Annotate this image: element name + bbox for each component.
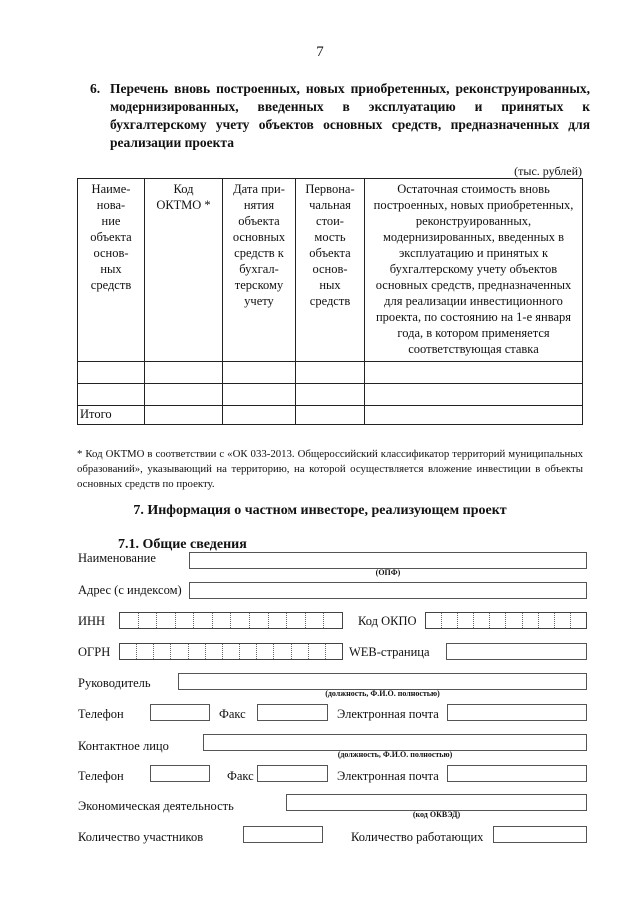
name-label: Наименование	[78, 551, 156, 565]
fax-label: Факс	[219, 707, 246, 721]
col-header-date: Дата при- нятия объекта основных средств к бухгал- терскому учету	[223, 179, 296, 362]
section-6-title: Перечень вновь построенных, новых приобретенных, реконструированных, модернизированных, введенных в эксплуатацию и принятых к бухгалтерскому учету объектов основных средств, предназначенных для реализации проекта	[110, 81, 590, 150]
web-input[interactable]	[446, 643, 587, 660]
inn-input[interactable]	[119, 612, 343, 629]
table-total-row	[78, 406, 583, 425]
economic-activity-label: Экономическая деятельность	[78, 799, 234, 813]
table-row	[78, 384, 583, 406]
table-header-row	[78, 179, 583, 362]
head-input[interactable]	[178, 673, 587, 690]
address-label: Адрес (с индексом)	[78, 583, 182, 597]
participants-input[interactable]	[243, 826, 323, 843]
phone-label: Телефон	[78, 707, 124, 721]
okved-caption: (код ОКВЭД)	[412, 810, 461, 819]
email-label: Электронная почта	[337, 707, 439, 721]
email-input[interactable]	[447, 704, 587, 721]
section-6-heading	[90, 80, 590, 152]
footnote: * Код ОКТМО в соответствии с «ОК 033-2013. Общероссийский классификатор территорий муниципальных образований», указывающий на территорию, на которой осуществляется вложение инвестиции в объекты основных средств по проекту.	[77, 448, 583, 490]
participants-label: Количество участников	[78, 830, 204, 844]
contact-caption: (должность, Ф.И.О. полностью)	[337, 750, 453, 759]
col-header-residual-value: Остаточная стоимость вновь построенных, новых приобретенных, реконструированных, модернизированных, введенных в эксплуатацию и принятых к бухгалтерскому учету объектов основных средств, предназначенных для реализации инвестиционного проекта, по состоянию на 1-е января года, в котором применяется соответствующая ставка	[365, 179, 583, 362]
contact-phone-label: Телефон	[78, 769, 124, 783]
contact-fax-label: Факс	[227, 769, 254, 783]
head-caption: (должность, Ф.И.О. полностью)	[325, 689, 440, 698]
name-input[interactable]	[189, 552, 587, 569]
section-6-number: 6.	[90, 81, 101, 96]
contact-fax-input[interactable]	[257, 765, 328, 782]
table-row	[78, 362, 583, 384]
okpo-label: Код ОКПО	[358, 614, 417, 628]
fax-input[interactable]	[257, 704, 328, 721]
contact-email-input[interactable]	[447, 765, 587, 782]
okpo-input[interactable]	[425, 612, 587, 629]
employees-input[interactable]	[493, 826, 587, 843]
contact-phone-input[interactable]	[150, 765, 210, 782]
col-header-initial-cost: Первона- чальная стои- мость объекта основ- ных средств	[296, 179, 365, 362]
table-unit: (тыс. рублей)	[514, 164, 582, 178]
address-input[interactable]	[189, 582, 587, 599]
col-header-name: Наиме- нова- ние объекта основ- ных средств	[78, 179, 145, 362]
section-7-title: 7. Информация о частном инвесторе, реализующем проект	[133, 503, 507, 518]
ogrn-label: ОГРН	[78, 645, 111, 659]
page-number: 7	[316, 44, 324, 60]
col-header-oktmo: Код ОКТМО *	[145, 179, 223, 362]
economic-activity-input[interactable]	[286, 794, 587, 811]
inn-label: ИНН	[78, 614, 106, 628]
contact-email-label: Электронная почта	[337, 769, 439, 783]
phone-input[interactable]	[150, 704, 210, 721]
total-label: Итого	[78, 406, 145, 425]
section-7-1-title: 7.1. Общие сведения	[118, 537, 247, 552]
opf-caption: (ОПФ)	[375, 568, 401, 577]
head-label: Руководитель	[78, 676, 151, 690]
fixed-assets-table	[77, 178, 583, 425]
employees-label: Количество работающих	[351, 830, 484, 844]
ogrn-input[interactable]	[119, 643, 343, 660]
web-label: WEB-страница	[349, 645, 430, 659]
contact-label: Контактное лицо	[78, 739, 169, 753]
contact-input[interactable]	[203, 734, 587, 751]
